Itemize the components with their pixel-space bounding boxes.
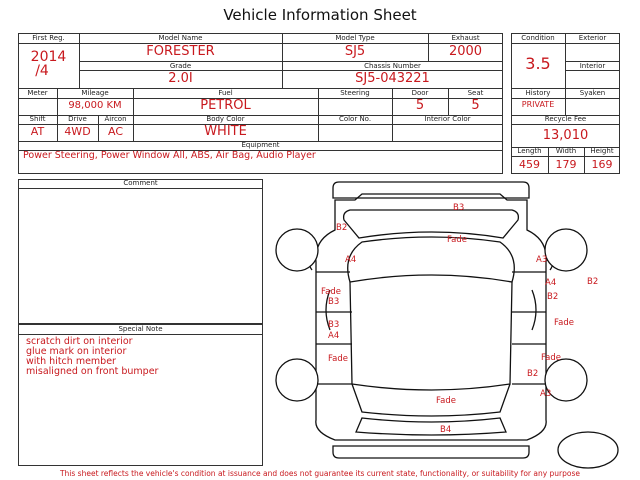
door-value: 5 <box>415 98 425 113</box>
damage-mark: B3 <box>328 297 340 307</box>
recycle-fee-value: 13,010 <box>542 128 589 143</box>
width-value: 179 <box>555 158 577 171</box>
history-label: History <box>525 89 551 97</box>
car-damage-diagram <box>270 180 635 470</box>
interior-color-label: Interior Color <box>424 115 471 123</box>
damage-mark: A3 <box>540 389 552 399</box>
damage-mark: A4 <box>328 331 340 341</box>
model-type-label: Model Type <box>335 34 375 42</box>
page-title: Vehicle Information Sheet <box>223 6 417 24</box>
fuel-label: Fuel <box>218 89 233 97</box>
length-label: Length <box>517 147 542 155</box>
exterior-label: Exterior <box>578 34 607 42</box>
trunk-outline <box>356 418 506 435</box>
history-value: PRIVATE <box>521 100 555 109</box>
aircon-value: AC <box>107 125 123 138</box>
front-bumper-outline <box>333 182 529 198</box>
rear-bumper-outline <box>333 446 529 458</box>
grade-label: Grade <box>169 62 192 70</box>
rear-right-wheel <box>545 359 587 401</box>
special-note-label: Special Note <box>118 325 163 333</box>
width-label: Width <box>555 147 577 155</box>
special-note-line: with hitch member <box>26 356 116 367</box>
grade-value: 2.0I <box>168 71 193 86</box>
seat-label: Seat <box>467 89 484 97</box>
drive-label: Drive <box>68 115 87 123</box>
meter-label: Meter <box>27 89 48 97</box>
height-label: Height <box>590 147 614 155</box>
disclaimer-footer: This sheet reflects the vehicle's condition at issuance and does not guarantee its current state, functionality, or suitability for any purpose <box>59 469 581 478</box>
chassis-value: SJ5-043221 <box>355 71 430 86</box>
mileage-label: Mileage <box>81 89 109 97</box>
body-color-label: Body Color <box>206 115 245 123</box>
hood-outline <box>344 210 519 238</box>
fuel-value: PETROL <box>200 98 251 113</box>
comment-label: Comment <box>123 179 158 187</box>
damage-mark: Fade <box>321 287 341 297</box>
damage-mark: A3 <box>536 255 548 265</box>
damage-mark: Fade <box>436 396 456 406</box>
shift-value: AT <box>30 125 45 138</box>
damage-mark: Fade <box>554 318 574 328</box>
damage-mark: B2 <box>547 292 559 302</box>
special-note-line: misaligned on front bumper <box>26 366 159 377</box>
damage-mark: B3 <box>453 203 465 213</box>
equipment-label: Equipment <box>241 141 280 149</box>
front-left-wheel <box>276 229 318 271</box>
damage-mark: B3 <box>328 320 340 330</box>
first-reg-month: /4 <box>35 63 49 79</box>
condition-value: 3.5 <box>525 54 551 73</box>
mileage-value: 98,000 KM <box>68 100 122 111</box>
color-no-label: Color No. <box>338 115 372 123</box>
body-color-value: WHITE <box>204 124 247 139</box>
damage-mark: Fade <box>541 353 561 363</box>
damage-mark: B2 <box>587 277 599 287</box>
height-value: 169 <box>591 158 613 171</box>
steering-label: Steering <box>340 89 370 97</box>
damage-mark: A4 <box>545 278 557 288</box>
door-label: Door <box>411 89 429 97</box>
damage-mark: B4 <box>440 425 452 435</box>
comment-box <box>18 179 263 324</box>
interior-label: Interior <box>579 62 606 70</box>
model-type-value: SJ5 <box>344 44 366 59</box>
first-reg-label: First Reg. <box>32 34 65 42</box>
shift-label: Shift <box>29 115 46 123</box>
condition-label: Condition <box>521 34 555 42</box>
seat-value: 5 <box>471 98 480 113</box>
model-name-label: Model Name <box>158 34 203 42</box>
damage-mark: Fade <box>447 235 467 245</box>
recycle-fee-label: Recycle Fee <box>544 115 587 123</box>
damage-mark: B2 <box>527 369 539 379</box>
damage-mark: B2 <box>336 223 348 233</box>
first-reg-year: 2014 <box>30 49 67 65</box>
aircon-label: Aircon <box>104 115 127 123</box>
equipment-value: Power Steering, Power Window All, ABS, Air Bag, Audio Player <box>23 150 316 161</box>
front-right-wheel <box>545 229 587 271</box>
rear-left-wheel <box>276 359 318 401</box>
length-value: 459 <box>519 158 540 171</box>
exhaust-label: Exhaust <box>451 34 480 42</box>
cabin-outline <box>348 237 515 282</box>
model-name-value: FORESTER <box>146 44 215 59</box>
chassis-label: Chassis Number <box>364 62 421 70</box>
special-note-line: scratch dirt on interior <box>26 336 133 347</box>
damage-mark: A4 <box>345 255 357 265</box>
drive-value: 4WD <box>64 125 91 138</box>
spare-wheel <box>558 432 618 468</box>
syaken-label: Syaken <box>579 89 606 97</box>
damage-mark: Fade <box>328 354 348 364</box>
exhaust-value: 2000 <box>448 44 483 59</box>
special-note-line: glue mark on interior <box>26 346 127 357</box>
